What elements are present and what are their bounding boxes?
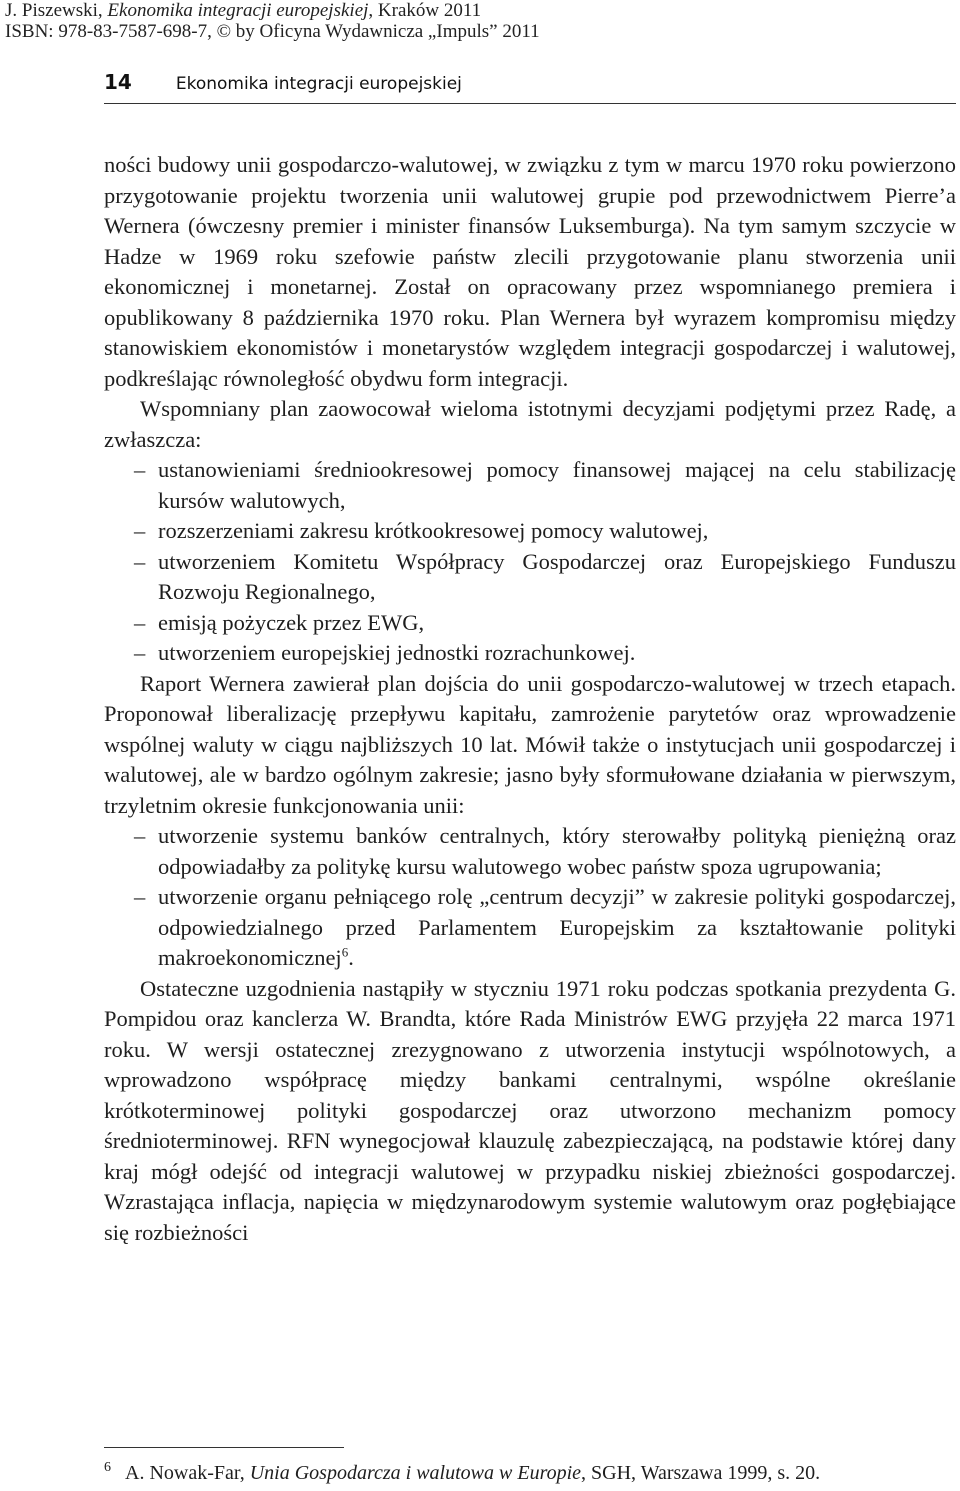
footnote-publisher: , SGH, Warszawa 1999, s. 20. bbox=[581, 1462, 821, 1484]
list-item bbox=[134, 821, 956, 882]
list-dash: – bbox=[134, 518, 146, 543]
list-item-text: utworzeniem europejskiej jednostki rozrachunkowej. bbox=[158, 640, 636, 665]
list-item-text: utworzenie systemu banków centralnych, który sterowałby polityką pieniężną oraz odpowiadałby za politykę kursu walutowego wobec państw spoza ugrupowania; bbox=[158, 823, 956, 879]
list-item bbox=[134, 516, 956, 547]
first-stage-list bbox=[104, 821, 956, 974]
header-rule bbox=[104, 103, 956, 104]
source-citation-line-1 bbox=[5, 0, 540, 21]
list-dash: – bbox=[134, 823, 146, 848]
footnote-number: 6 bbox=[104, 1460, 111, 1476]
list-item bbox=[134, 547, 956, 608]
paragraph-4: Ostateczne uzgodnienia nastąpiły w styczniu 1971 roku podczas spotkania prezydenta G. Pompidou oraz kanclerza W. Brandta, które Rada Ministrów EWG przyjęła 22 marca 1971 roku. W wersji ostatecznej zrezygnowano z utworzenia instytucji wspólnotowych, a wprowadzono współpracę między bankami centralnymi, wspólne określanie krótkoterminowej polityki gospodarczej oraz utworzono mechanizm pomocy średnioterminowej. RFN wynegocjował klauzulę zabezpieczającą, na podstawie której dany kraj mógł odejść od integracji walutowej w przypadku niskiej zbieżności gospodarczej. Wzrastająca inflacja, napięcia w międzynarodowym systemie walutowym oraz pogłębiające się rozbieżności bbox=[104, 975, 956, 1245]
source-isbn: ISBN: 978-83-7587-698-7, © by Oficyna Wydawnicza „Impuls” 2011 bbox=[5, 21, 540, 42]
footnote-reference: 6 bbox=[341, 944, 349, 960]
list-item-text: utworzenie organu pełniącego rolę „centrum decyzji” w zakresie polityki gospodarczej, odpowiedzialnego przed Parlamentem Europejskim za kształtowanie polityki makroekonomicznej bbox=[158, 884, 956, 970]
source-place-year: , Kraków 2011 bbox=[368, 0, 482, 21]
source-author: J. Piszewski, bbox=[5, 0, 108, 21]
list-dash: – bbox=[134, 884, 146, 909]
list-dash: – bbox=[134, 548, 146, 574]
list-item bbox=[134, 882, 956, 974]
footnote-title: Unia Gospodarcza i walutowa w Europie bbox=[249, 1462, 582, 1484]
list-item bbox=[134, 638, 956, 669]
list-item-text: ustanowieniami średniookresowej pomocy finansowej mającej na celu stabilizację kursów walutowych, bbox=[158, 457, 956, 513]
source-citation bbox=[5, 0, 540, 42]
list-dash: – bbox=[134, 640, 146, 665]
paragraph-1: ności budowy unii gospodarczo-walutowej, w związku z tym w marcu 1970 roku powierzono przygotowanie projektu tworzenia unii walutowej grupie pod przewodnictwem Pierre’a Wernera (ówczesny premier i minister finansów Luksemburga). Na tym samym szczycie w Hadze w 1969 roku szefowie państw zlecili przygotowanie planu stworzenia unii ekonomicznej i monetarnej. Został on opracowany przez wspomnianego premiera i opublikowany 8 października 1970 roku. Plan Wernera był wyrazem kompromisu między stanowiskiem ekonomistów i monetarystów względem integracji gospodarczej i walutowej, podkreślając równoległość obydwu form integracji. bbox=[104, 152, 956, 391]
list-dash: – bbox=[134, 609, 146, 635]
list-item-text: rozszerzeniami zakresu krótkookresowej pomocy walutowej, bbox=[158, 518, 709, 543]
list-dash: – bbox=[134, 457, 146, 482]
page-number: 14 bbox=[104, 70, 132, 94]
source-book-title: Ekonomika integracji europejskiej bbox=[107, 0, 369, 21]
list-item bbox=[134, 455, 956, 516]
list-item bbox=[134, 608, 956, 639]
running-head bbox=[104, 70, 462, 94]
footnote-author: A. Nowak-Far, bbox=[125, 1462, 250, 1484]
footnote-rule bbox=[104, 1447, 344, 1448]
main-text bbox=[104, 150, 956, 1248]
list-item-text: utworzeniem Komitetu Współpracy Gospodarczej oraz Europejskiego Funduszu Rozwoju Regionalnego, bbox=[158, 548, 956, 604]
footnote bbox=[104, 1460, 820, 1486]
decisions-list bbox=[104, 455, 956, 669]
list-item-end: . bbox=[348, 945, 354, 970]
paragraph-2: Wspomniany plan zaowocował wieloma istotnymi decyzjami podjętymi przez Radę, a zwłaszcza: bbox=[104, 396, 956, 452]
paragraph-3: Raport Wernera zawierał plan dojścia do unii gospodarczo-walutowej w trzech etapach. Proponował liberalizację przepływu kapitału, zamrożenie parytetów oraz wprowadzenie wspólnej waluty w ciągu najbliższych 10 lat. Mówił także o instytucjach unii gospodarczej i walutowej, ale w bardzo ogólnym zakresie; jasno były sformułowane działania w pierwszym, trzyletnim okresie funkcjonowania unii: bbox=[104, 670, 956, 818]
list-item-text: emisją pożyczek przez EWG, bbox=[158, 609, 425, 635]
running-head-title: Ekonomika integracji europejskiej bbox=[175, 74, 462, 94]
